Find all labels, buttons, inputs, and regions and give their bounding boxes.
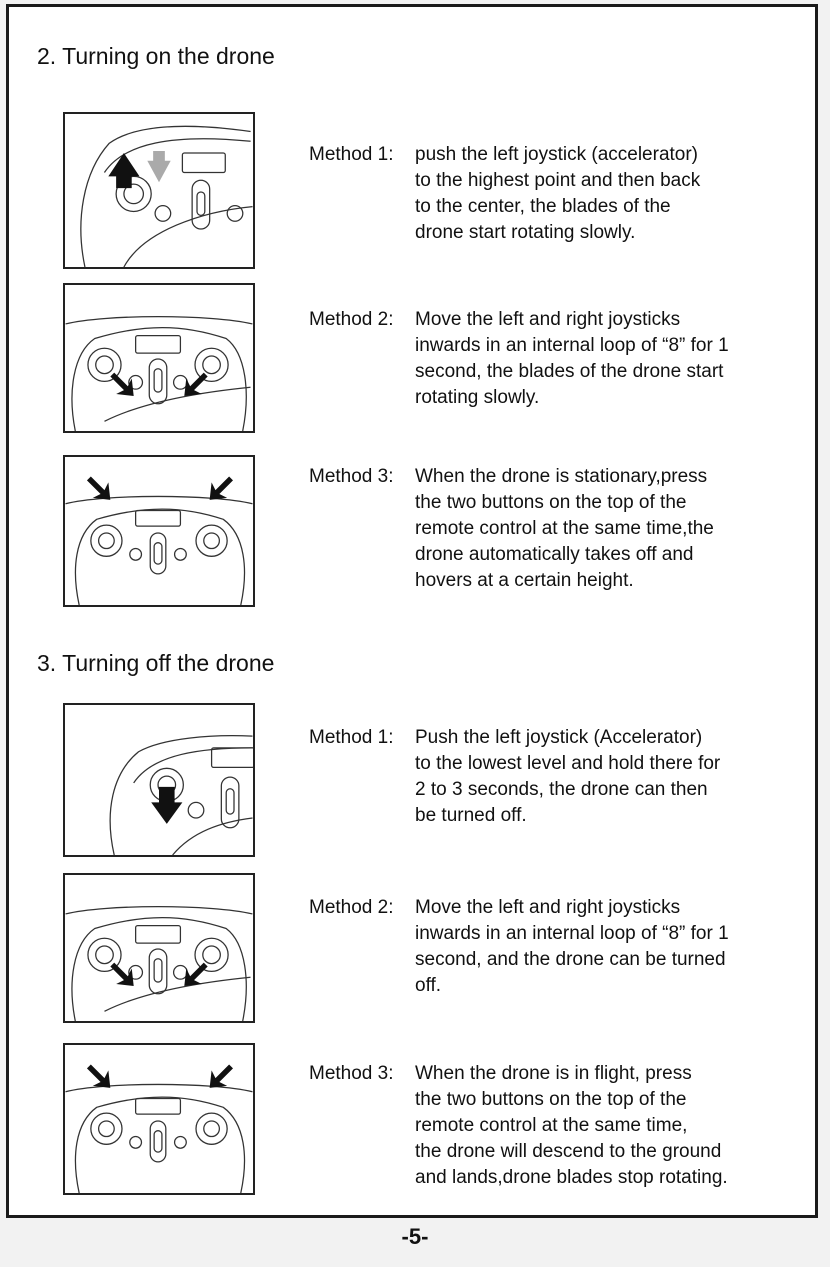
arrow-down-left-icon [210,476,233,499]
illustration-joystick-up [63,112,255,269]
method-item: Method 3: When the drone is in flight, press the two buttons on the top of the remote control at the same time, the drone will descend to the ground and lands,drone blades stop rotating. [309,1063,728,1188]
remote-control-icon [65,285,253,431]
remote-control-icon [65,875,253,1021]
arrow-down-right-icon [87,1064,110,1087]
method-item: Method 1: Push the left joystick (Accelerator) to the lowest level and hold there for 2 to 3 seconds, the drone can then be turned off. [309,727,721,826]
arrow-down-right-icon [87,476,110,499]
method-item: Method 2: Move the left and right joysticks inwards in an internal loop of “8” for 1 second, the blades of the drone start rotating slowly. [309,309,729,408]
method-item: Method 3: When the drone is stationary,press the two buttons on the top of the remote control at the same time,the drone automatically takes off and hovers at a certain height. [309,466,714,591]
arrow-down-right-icon [110,963,133,986]
illustration-joystick-down [63,703,255,857]
method-item: Method 1: push the left joystick (accelerator) to the highest point and then back to the center, the blades of the drone start rotating slowly. [309,144,701,243]
remote-control-icon [65,457,253,605]
remote-control-icon [65,1045,253,1193]
illustration-joysticks-inward [63,873,255,1023]
illustration-joysticks-inward [63,283,255,433]
illustration-top-buttons [63,1043,255,1195]
arrow-up-icon [108,153,139,188]
section-title-turning-on: 2. Turning on the drone [37,43,275,69]
remote-control-icon [65,114,253,267]
arrow-down-right-icon [110,373,133,396]
arrow-down-left-icon [210,1064,233,1087]
arrow-down-icon [151,787,182,824]
manual-page [6,4,818,1218]
remote-control-icon [65,705,253,855]
section-title-turning-off: 3. Turning off the drone [37,650,275,676]
illustration-top-buttons [63,455,255,607]
page-number: -5- [401,1224,429,1249]
method-item: Method 2: Move the left and right joysticks inwards in an internal loop of “8” for 1 second, and the drone can be turned off. [309,897,729,996]
